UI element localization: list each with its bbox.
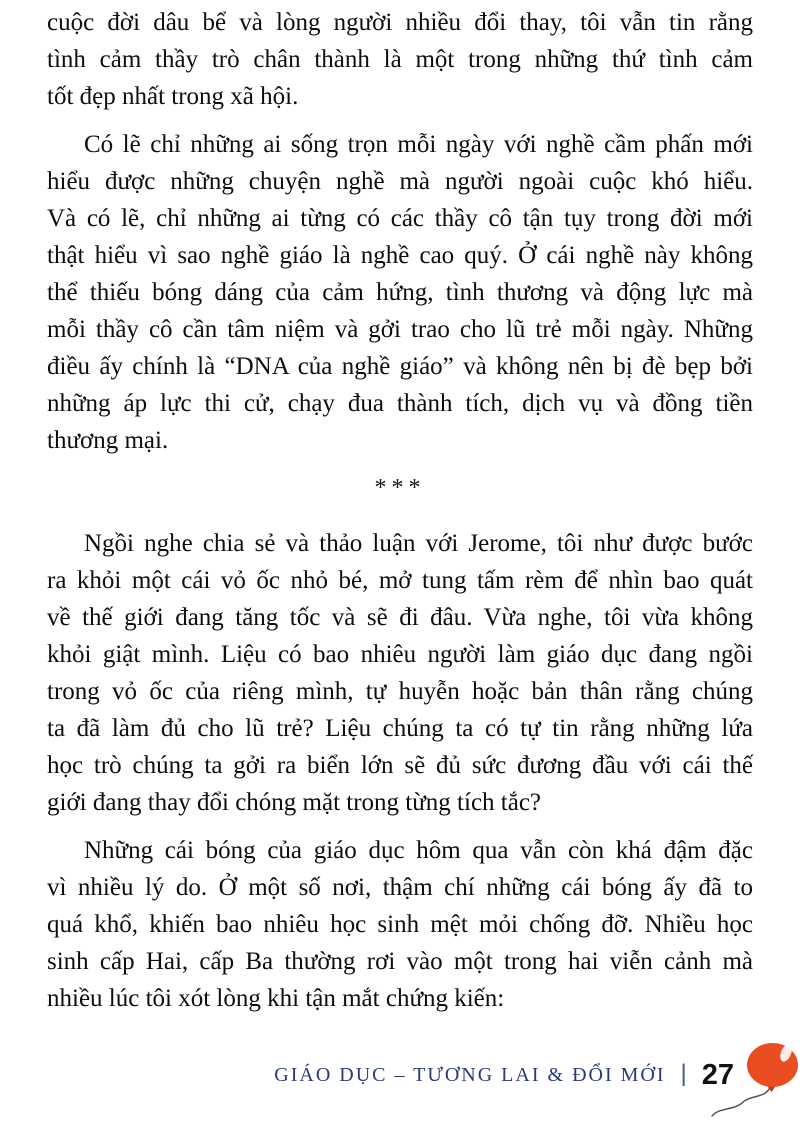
paragraph <box>47 4 753 115</box>
paragraph <box>47 832 753 1017</box>
text-line: giới đang thay đổi chóng mặt trong từng tích tắc? <box>47 789 542 816</box>
footer-divider: | <box>680 1060 687 1087</box>
text-line: nhiều lúc tôi xót lòng khi tận mắt chứng kiến: <box>47 985 505 1012</box>
text-line: ta đã làm đủ cho lũ trẻ? Liệu chúng ta có tự tin rằng những lứa <box>47 715 753 742</box>
text-line: tốt đẹp nhất trong xã hội. <box>47 83 299 110</box>
text-line: ra khỏi một cái vỏ ốc nhỏ bé, mở tung tấm rèm để nhìn bao quát <box>47 567 753 594</box>
text-line: cuộc đời dâu bể và lòng người nhiều đổi thay, tôi vẫn tin rằng <box>47 9 753 36</box>
page-number: 27 <box>701 1058 734 1091</box>
footer-text-group <box>274 1056 734 1094</box>
text-line: thật hiểu vì sao nghề giáo là nghề cao quý. Ở cái nghề này không <box>47 242 753 269</box>
text-line: điều ấy chính là “DNA của nghề giáo” và không nên bị đè bẹp bởi <box>47 353 753 380</box>
text-line: những áp lực thi cử, chạy đua thành tích, dịch vụ và đồng tiền <box>47 390 753 417</box>
text-line: Có lẽ chỉ những ai sống trọn mỗi ngày với nghề cầm phấn mới <box>84 131 753 158</box>
section-separator: *** <box>374 475 426 501</box>
running-title: GIÁO DỤC – TƯƠNG LAI & ĐỔI MỚI <box>274 1063 666 1086</box>
text-line: hiểu được những chuyện nghề mà người ngoài cuộc khó hiểu. <box>47 168 753 195</box>
text-line: học trò chúng ta gởi ra biển lớn sẽ đủ sức đương đầu với cái thế <box>47 752 753 779</box>
text-line: Ngồi nghe chia sẻ và thảo luận với Jerome, tôi như được bước <box>84 530 753 557</box>
text-line: sinh cấp Hai, cấp Ba thường rơi vào một trong hai viễn cảnh mà <box>47 948 753 975</box>
text-line: mỗi thầy cô cần tâm niệm và gởi trao cho lũ trẻ mỗi ngày. Những <box>47 316 753 343</box>
text-line: trong vỏ ốc của riêng mình, tự huyễn hoặc bản thân rằng chúng <box>47 678 753 705</box>
text-line: Những cái bóng của giáo dục hôm qua vẫn còn khá đậm đặc <box>84 837 753 864</box>
page-text <box>47 4 753 1028</box>
text-line: tình cảm thầy trò chân thành là một trong những thứ tình cảm <box>47 46 753 73</box>
text-line: về thế giới đang tăng tốc và sẽ đi đâu. Vừa nghe, tôi vừa không <box>47 604 753 631</box>
paragraph <box>47 525 753 821</box>
paragraph <box>47 126 753 459</box>
text-line: khỏi giật mình. Liệu có bao nhiêu người làm giáo dục đang ngồi <box>47 641 753 668</box>
balloon-icon <box>700 1040 800 1121</box>
text-line: thương mại. <box>47 427 169 454</box>
text-line: quá khổ, khiến bao nhiêu học sinh mệt mỏi chống đỡ. Nhiều học <box>47 911 753 938</box>
text-line: Và có lẽ, chỉ những ai từng có các thầy cô tận tụy trong đời mới <box>47 205 753 232</box>
text-line: vì nhiều lý do. Ở một số nơi, thậm chí những cái bóng ấy đã to <box>47 874 753 901</box>
text-line: thể thiếu bóng dáng của cảm hứng, tình thương và động lực mà <box>47 279 753 306</box>
page-footer <box>0 1056 800 1096</box>
